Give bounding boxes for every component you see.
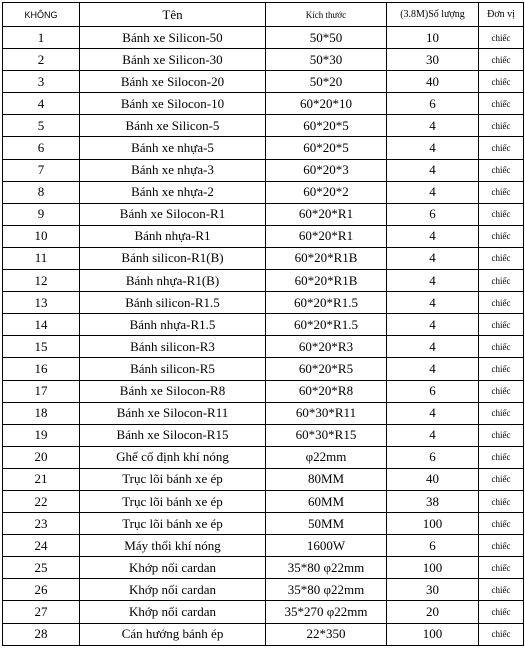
cell-size: 35*270 φ22mm [266,601,387,623]
cell-quantity: 4 [387,336,479,358]
cell-unit: chiếc [479,380,524,402]
cell-quantity: 6 [387,446,479,468]
cell-size: 1600W [266,535,387,557]
cell-quantity: 4 [387,292,479,314]
cell-unit: chiếc [479,424,524,446]
cell-size: 35*80 φ22mm [266,557,387,579]
table-row [3,513,524,535]
table-row [3,557,524,579]
parts-table-sheet [2,2,524,646]
cell-quantity: 4 [387,225,479,247]
table-row [3,336,524,358]
cell-unit: chiếc [479,336,524,358]
cell-unit: chiếc [479,270,524,292]
header-quantity: (3.8M)Số lượng [387,3,479,27]
cell-unit: chiếc [479,446,524,468]
cell-quantity: 4 [387,402,479,424]
cell-quantity: 100 [387,513,479,535]
cell-name: Bánh nhựa-R1 [80,225,266,247]
cell-name: Bánh silicon-R5 [80,358,266,380]
cell-unit: chiếc [479,292,524,314]
cell-no: 10 [3,225,80,247]
cell-no: 16 [3,358,80,380]
cell-quantity: 4 [387,270,479,292]
cell-no: 23 [3,513,80,535]
table-row [3,270,524,292]
table-row [3,535,524,557]
cell-size: 60*20*R5 [266,358,387,380]
cell-no: 17 [3,380,80,402]
cell-no: 4 [3,93,80,115]
cell-no: 11 [3,247,80,269]
cell-size: 60*30*R11 [266,402,387,424]
cell-no: 8 [3,181,80,203]
cell-quantity: 4 [387,358,479,380]
table-row [3,225,524,247]
cell-no: 14 [3,314,80,336]
cell-name: Bánh xe nhựa-2 [80,181,266,203]
cell-unit: chiếc [479,314,524,336]
cell-name: Cán hướng bánh ép [80,623,266,645]
cell-quantity: 4 [387,424,479,446]
cell-no: 18 [3,402,80,424]
cell-size: 60*20*5 [266,115,387,137]
table-row [3,137,524,159]
cell-no: 15 [3,336,80,358]
cell-size: 22*350 [266,623,387,645]
cell-no: 19 [3,424,80,446]
cell-quantity: 30 [387,49,479,71]
cell-name: Bánh xe Silicon-50 [80,27,266,49]
cell-size: 50*50 [266,27,387,49]
cell-unit: chiếc [479,468,524,490]
table-row [3,402,524,424]
cell-name: Bánh xe Silocon-20 [80,71,266,93]
cell-quantity: 6 [387,203,479,225]
cell-unit: chiếc [479,27,524,49]
cell-quantity: 30 [387,579,479,601]
cell-no: 7 [3,159,80,181]
cell-unit: chiếc [479,225,524,247]
table-row [3,623,524,645]
table-row [3,159,524,181]
parts-table [2,2,524,646]
cell-size: 60*20*R1B [266,247,387,269]
cell-quantity: 4 [387,314,479,336]
cell-size: 60*20*R3 [266,336,387,358]
cell-name: Khớp nối cardan [80,579,266,601]
cell-name: Khớp nối cardan [80,557,266,579]
cell-no: 24 [3,535,80,557]
cell-name: Bánh silicon-R3 [80,336,266,358]
cell-no: 5 [3,115,80,137]
cell-unit: chiếc [479,115,524,137]
cell-name: Bánh xe Silocon-R15 [80,424,266,446]
cell-size: φ22mm [266,446,387,468]
cell-quantity: 4 [387,159,479,181]
table-row [3,446,524,468]
cell-unit: chiếc [479,557,524,579]
table-row [3,27,524,49]
cell-unit: chiếc [479,358,524,380]
cell-size: 60*20*R1 [266,203,387,225]
cell-name: Bánh xe Silicon-5 [80,115,266,137]
cell-name: Máy thổi khí nóng [80,535,266,557]
cell-quantity: 20 [387,601,479,623]
cell-size: 80MM [266,468,387,490]
cell-quantity: 40 [387,71,479,93]
cell-no: 13 [3,292,80,314]
table-row [3,181,524,203]
cell-no: 3 [3,71,80,93]
cell-no: 21 [3,468,80,490]
cell-name: Trục lõi bánh xe ép [80,490,266,512]
cell-unit: chiếc [479,579,524,601]
cell-name: Bánh xe Silocon-10 [80,93,266,115]
cell-unit: chiếc [479,71,524,93]
cell-unit: chiếc [479,535,524,557]
cell-quantity: 6 [387,380,479,402]
cell-quantity: 4 [387,137,479,159]
cell-size: 60*20*R8 [266,380,387,402]
cell-size: 50*20 [266,71,387,93]
table-row [3,115,524,137]
cell-no: 22 [3,490,80,512]
cell-unit: chiếc [479,181,524,203]
table-row [3,468,524,490]
cell-name: Ghế cố định khí nóng [80,446,266,468]
cell-size: 35*80 φ22mm [266,579,387,601]
cell-size: 60*20*10 [266,93,387,115]
cell-name: Bánh xe Silocon-R11 [80,402,266,424]
cell-size: 60*20*R1.5 [266,314,387,336]
cell-name: Bánh nhựa-R1.5 [80,314,266,336]
table-row [3,424,524,446]
cell-name: Bánh xe Silocon-R8 [80,380,266,402]
cell-name: Bánh xe Silicon-30 [80,49,266,71]
cell-quantity: 6 [387,93,479,115]
cell-unit: chiếc [479,203,524,225]
cell-size: 60*20*5 [266,137,387,159]
table-row [3,71,524,93]
cell-size: 50*30 [266,49,387,71]
header-unit: Đơn vị [479,3,524,27]
cell-name: Bánh xe Silocon-R1 [80,203,266,225]
table-row [3,292,524,314]
cell-quantity: 40 [387,468,479,490]
cell-size: 60*20*R1B [266,270,387,292]
cell-quantity: 4 [387,247,479,269]
header-row [3,3,524,27]
cell-no: 1 [3,27,80,49]
cell-size: 60*20*R1 [266,225,387,247]
cell-size: 60*20*3 [266,159,387,181]
table-row [3,358,524,380]
cell-quantity: 4 [387,181,479,203]
cell-name: Bánh xe nhựa-3 [80,159,266,181]
cell-size: 60*20*2 [266,181,387,203]
cell-no: 12 [3,270,80,292]
cell-quantity: 38 [387,490,479,512]
cell-name: Trục lõi bánh xe ép [80,513,266,535]
header-name: Tên [80,3,266,27]
cell-quantity: 4 [387,115,479,137]
table-row [3,380,524,402]
header-size: Kích thước [266,3,387,27]
cell-no: 9 [3,203,80,225]
cell-name: Bánh xe nhựa-5 [80,137,266,159]
cell-size: 60*20*R1.5 [266,292,387,314]
cell-name: Bánh nhựa-R1(B) [80,270,266,292]
cell-no: 27 [3,601,80,623]
cell-unit: chiếc [479,402,524,424]
cell-size: 50MM [266,513,387,535]
cell-unit: chiếc [479,490,524,512]
cell-no: 28 [3,623,80,645]
cell-unit: chiếc [479,513,524,535]
cell-quantity: 100 [387,623,479,645]
table-row [3,93,524,115]
cell-quantity: 100 [387,557,479,579]
cell-unit: chiếc [479,159,524,181]
cell-size: 60MM [266,490,387,512]
cell-name: Bánh silicon-R1.5 [80,292,266,314]
cell-name: Bánh silicon-R1(B) [80,247,266,269]
cell-unit: chiếc [479,623,524,645]
table-row [3,601,524,623]
cell-size: 60*30*R15 [266,424,387,446]
cell-name: Khớp nối cardan [80,601,266,623]
header-no: KHÔNG [3,3,80,27]
table-row [3,247,524,269]
cell-no: 25 [3,557,80,579]
cell-quantity: 6 [387,535,479,557]
table-row [3,579,524,601]
table-row [3,203,524,225]
cell-no: 6 [3,137,80,159]
table-row [3,314,524,336]
cell-quantity: 10 [387,27,479,49]
cell-unit: chiếc [479,93,524,115]
cell-no: 20 [3,446,80,468]
cell-unit: chiếc [479,247,524,269]
cell-name: Trục lõi bánh xe ép [80,468,266,490]
cell-no: 2 [3,49,80,71]
cell-unit: chiếc [479,49,524,71]
table-row [3,490,524,512]
cell-no: 26 [3,579,80,601]
table-row [3,49,524,71]
cell-unit: chiếc [479,137,524,159]
cell-unit: chiếc [479,601,524,623]
